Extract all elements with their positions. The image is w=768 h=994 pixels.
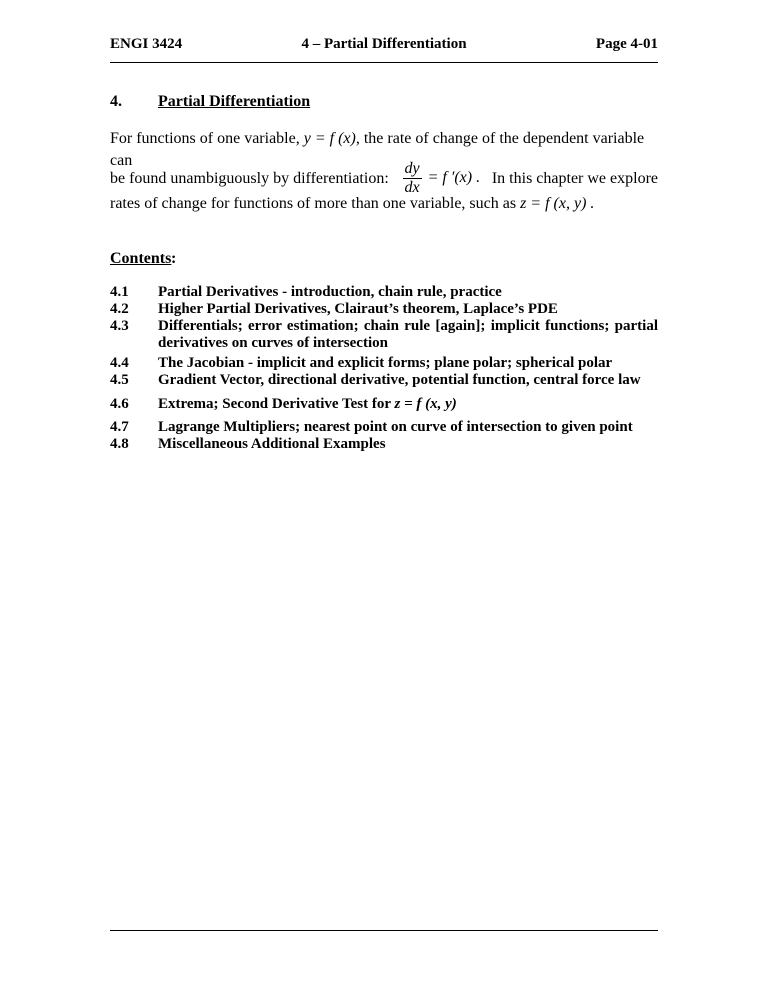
math-z-equals-f-xy-bold: z = f (x, y) (394, 396, 457, 412)
footer-divider (110, 930, 658, 931)
toc-item-4-7: 4.7 Lagrange Multipliers; nearest point on curve of intersection to given point (110, 419, 633, 435)
table-of-contents (110, 284, 658, 453)
toc-item-4-1: 4.1 Partial Derivatives - introduction, chain rule, practice (110, 284, 502, 300)
chapter-title: 4 – Partial Differentiation (301, 36, 467, 52)
toc-item-4-6: 4.6 Extrema; Second Derivative Test for z = f (x, y) (110, 396, 457, 412)
intro-line-2: be found unambiguously by differentiation: $\frac{dy}{dx}$ = f ′(x) . In this chapter we explore (110, 160, 658, 196)
toc-item-4-5: 4.5 Gradient Vector, directional derivative, potential function, central force law (110, 372, 641, 388)
contents-colon: : (171, 250, 177, 267)
page-number: Page 4-01 (595, 36, 658, 52)
math-y-equals-f-x: y = f (x) (303, 130, 356, 147)
page-header (110, 36, 658, 58)
section-number: 4. (110, 93, 122, 110)
toc-item-4-2: 4.2 Higher Partial Derivatives, Clairaut’s theorem, Laplace’s PDE (110, 301, 558, 317)
toc-item-4-4: 4.4 The Jacobian - implicit and explicit forms; plane polar; spherical polar (110, 355, 613, 371)
header-divider (110, 62, 658, 63)
intro-line-1-start: For functions of one variable, y = f (x), the rate of change of the dependent variable can (110, 130, 645, 169)
math-z-equals-f-xy: z = f (x, y) . (520, 195, 595, 212)
toc-item-4-3: 4.3 Differentials; error estimation; chain rule [again]; implicit functions; partial derivatives on curves of intersection (110, 318, 658, 351)
dy-dx-fraction: $\frac{dy}{dx}$ (404, 160, 420, 196)
intro-line-3: rates of change for functions of more than one variable, such as z = f (x, y) . (110, 195, 595, 212)
section-title: Partial Differentiation (158, 93, 311, 110)
contents-heading: Contents (110, 250, 172, 267)
toc-item-4-8: 4.8 Miscellaneous Additional Examples (110, 436, 386, 452)
derivative-expression: $\frac{dy}{dx}$ = f ′(x) . (404, 160, 481, 196)
course-code: ENGI 3424 (110, 36, 183, 52)
